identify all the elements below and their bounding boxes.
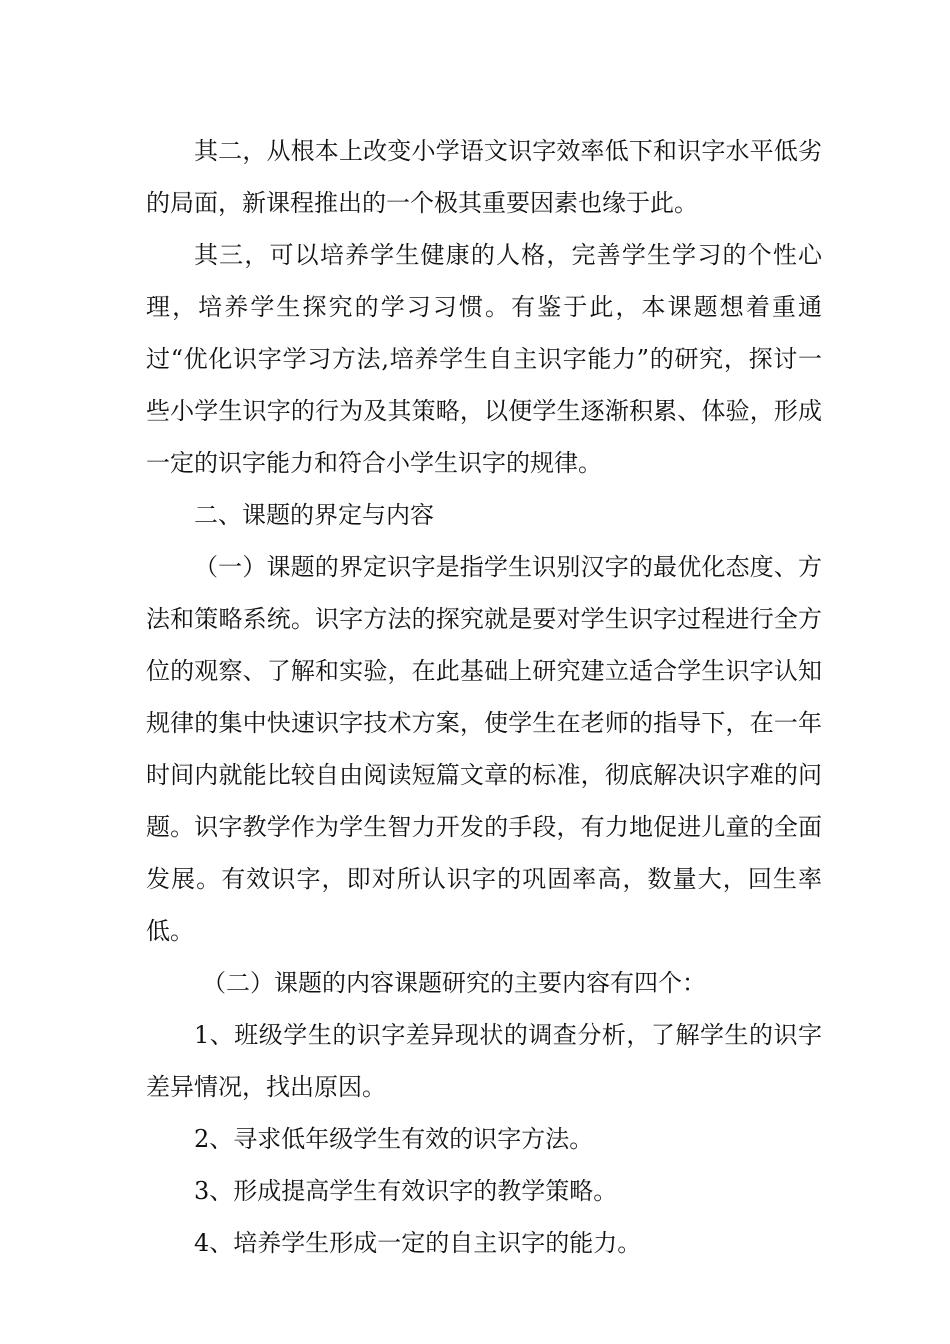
list-item-3: 3、形成提高学生有效识字的教学策略。	[194, 1177, 618, 1205]
list-item-4: 4、培养学生形成一定的自主识字的能力。	[194, 1229, 642, 1257]
paragraph-content-intro: （二）课题的内容课题研究的主要内容有四个：	[202, 969, 706, 997]
paragraph-reason-two: 其二，从根本上改变小学语文识字效率低下和识字水平低劣的局面，新课程推出的一个极其重要因素也缘于此。	[146, 137, 822, 217]
list-item-1: 1、班级学生的识字差异现状的调查分析，了解学生的识字差异情况，找出原因。	[146, 1021, 822, 1101]
paragraph-definition: （一）课题的界定识字是指学生识别汉字的最优化态度、方法和策略系统。识字方法的探究就是要对学生识字过程进行全方位的观察、了解和实验，在此基础上研究建立适合学生识字认知规律的集中快速识字技术方案，使学生在老师的指导下，在一年时间内就能比较自由阅读短篇文章的标准，彻底解决识字难的问题。识字教学作为学生智力开发的手段，有力地促进儿童的全面发展。有效识字，即对所认识字的巩固率高，数量大，回生率低。	[146, 553, 822, 945]
list-item-2: 2、寻求低年级学生有效的识字方法。	[194, 1125, 594, 1153]
section-heading-definition-content: 二、课题的界定与内容	[194, 501, 434, 529]
document-body	[146, 125, 822, 1269]
paragraph-reason-three: 其三，可以培养学生健康的人格，完善学生学习的个性心理，培养学生探究的学习习惯。有鉴于此，本课题想着重通过“优化识字学习方法,培养学生自主识字能力”的研究，探讨一些小学生识字的行为及其策略，以便学生逐渐积累、体验，形成一定的识字能力和符合小学生识字的规律。	[146, 241, 822, 477]
